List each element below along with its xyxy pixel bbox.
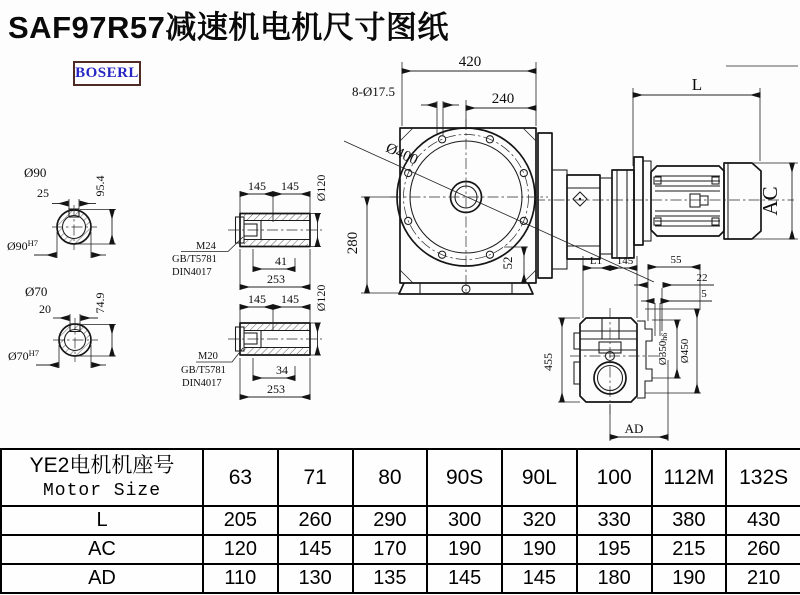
page-title: SAF97R57减速机电机尺寸图纸 <box>8 10 449 45</box>
value-AD-90l: 145 <box>502 564 577 593</box>
bushing-top-len-a: 145 <box>248 179 266 193</box>
bushing-bottom-total-len: 253 <box>267 382 285 396</box>
value-AC-90s: 190 <box>427 535 502 564</box>
value-AD-71: 130 <box>278 564 353 593</box>
value-AD-112m: 190 <box>652 564 727 593</box>
shaft70-keyheight-label: 74.9 <box>93 292 107 314</box>
topview-ad-label: AD <box>624 421 644 436</box>
bushing-bottom-bolt-len: 34 <box>276 363 288 377</box>
table-header-en: Motor Size <box>42 480 162 501</box>
value-AD-132s: 210 <box>726 564 800 593</box>
shaft90-bore-tol: H7 <box>27 238 39 248</box>
value-AD-100: 180 <box>577 564 652 593</box>
front-width-label: 420 <box>458 54 482 70</box>
motor-size-table <box>0 448 800 594</box>
value-AC-90l: 190 <box>502 535 577 564</box>
topview-l1-label: L1 <box>589 255 603 267</box>
motor-side-view <box>534 66 798 278</box>
value-L-63: 205 <box>203 506 278 535</box>
value-L-90l: 320 <box>502 506 577 535</box>
value-L-112m: 380 <box>652 506 727 535</box>
value-AC-100: 195 <box>577 535 652 564</box>
value-AD-63: 110 <box>203 564 278 593</box>
bushing-bottom-std-gb: GB/T5781 <box>181 365 226 376</box>
boserl-logo-text: BOSERL <box>75 65 139 81</box>
motor-length-label: L <box>691 75 703 94</box>
topview-spigot-dia: Ø350 <box>657 340 669 366</box>
front-center-height-label: 280 <box>345 231 361 255</box>
front-offset-label: 240 <box>491 91 515 107</box>
bushing-bottom-len-b: 145 <box>281 292 299 306</box>
topview-spigot-label <box>657 333 669 365</box>
bushing-bottom <box>181 285 328 400</box>
value-AC-80: 170 <box>353 535 428 564</box>
front-foot-label: 52 <box>500 256 515 270</box>
bushing-top <box>172 175 328 290</box>
table-row-AD <box>1 564 800 593</box>
row-label-AD: AD <box>1 564 203 593</box>
value-AC-63: 120 <box>203 535 278 564</box>
value-AC-132s: 260 <box>726 535 800 564</box>
col-header-80: 80 <box>353 449 428 506</box>
topview-55-label: 55 <box>670 254 682 266</box>
bushing-top-dia: Ø120 <box>314 174 328 202</box>
motor-height-label: AC <box>758 186 782 216</box>
value-L-90s: 300 <box>427 506 502 535</box>
table-header-cn: YE2电机机座号 <box>29 453 175 477</box>
gearbox-top-view <box>541 254 714 441</box>
col-header-90s: 90S <box>427 449 502 506</box>
bushing-top-bolt-len: 41 <box>275 254 287 268</box>
bushing-bottom-len-a: 145 <box>248 292 266 306</box>
gearbox-front-view <box>344 54 654 295</box>
shaft90-bore-label <box>7 238 38 253</box>
front-holes-label: 8-Ø17.5 <box>352 84 395 99</box>
topview-spigot-tol: h6 <box>660 332 669 341</box>
shaft70-bore-label <box>8 348 39 363</box>
front-flange-dia-label: Ø400 <box>383 140 421 169</box>
topview-145-label: 145 <box>616 255 634 267</box>
bushing-bottom-dia: Ø120 <box>314 284 328 312</box>
table-row-L <box>1 506 800 535</box>
col-header-132s: 132S <box>726 449 800 506</box>
shaft90-keywidth-label: 25 <box>37 186 49 200</box>
bushing-top-std-din: DIN4017 <box>172 267 212 278</box>
row-label-AC: AC <box>1 535 203 564</box>
shaft70-bore-value: Ø70 <box>8 349 29 363</box>
value-L-132s: 430 <box>726 506 800 535</box>
bushing-top-len-b: 145 <box>281 179 299 193</box>
value-AD-90s: 145 <box>427 564 502 593</box>
shaft90-bore-value: Ø90 <box>7 239 28 253</box>
bushing-bottom-thread: M20 <box>198 351 218 362</box>
value-L-71: 260 <box>278 506 353 535</box>
bushing-top-total-len: 253 <box>267 272 285 286</box>
topview-22-label: 22 <box>696 272 708 284</box>
shaft-section-90 <box>7 165 116 258</box>
value-L-80: 290 <box>353 506 428 535</box>
value-AC-71: 145 <box>278 535 353 564</box>
shaft70-dia-label: Ø70 <box>25 284 48 299</box>
shaft90-keyheight-label: 95.4 <box>93 175 107 197</box>
topview-flange-dia-label: Ø450 <box>679 338 691 364</box>
shaft90-dia-label: Ø90 <box>24 165 47 180</box>
table-row-AC <box>1 535 800 564</box>
bushing-top-thread: M24 <box>196 241 216 252</box>
table-row-header-cell <box>1 449 203 506</box>
col-header-90l: 90L <box>502 449 577 506</box>
col-header-71: 71 <box>278 449 353 506</box>
value-L-100: 330 <box>577 506 652 535</box>
shaft-section-70 <box>8 284 116 368</box>
shaft70-keywidth-label: 20 <box>39 302 51 316</box>
bushing-top-std-gb: GB/T5781 <box>172 254 217 265</box>
row-label-L: L <box>1 506 203 535</box>
shaft70-bore-tol: H7 <box>28 348 40 358</box>
col-header-112m: 112M <box>652 449 727 506</box>
table-header-row <box>1 449 800 506</box>
topview-5-label: 5 <box>701 288 707 300</box>
topview-455-label: 455 <box>541 353 555 371</box>
value-AC-112m: 215 <box>652 535 727 564</box>
col-header-63: 63 <box>203 449 278 506</box>
col-header-100: 100 <box>577 449 652 506</box>
value-AD-80: 135 <box>353 564 428 593</box>
bushing-bottom-std-din: DIN4017 <box>182 378 222 389</box>
